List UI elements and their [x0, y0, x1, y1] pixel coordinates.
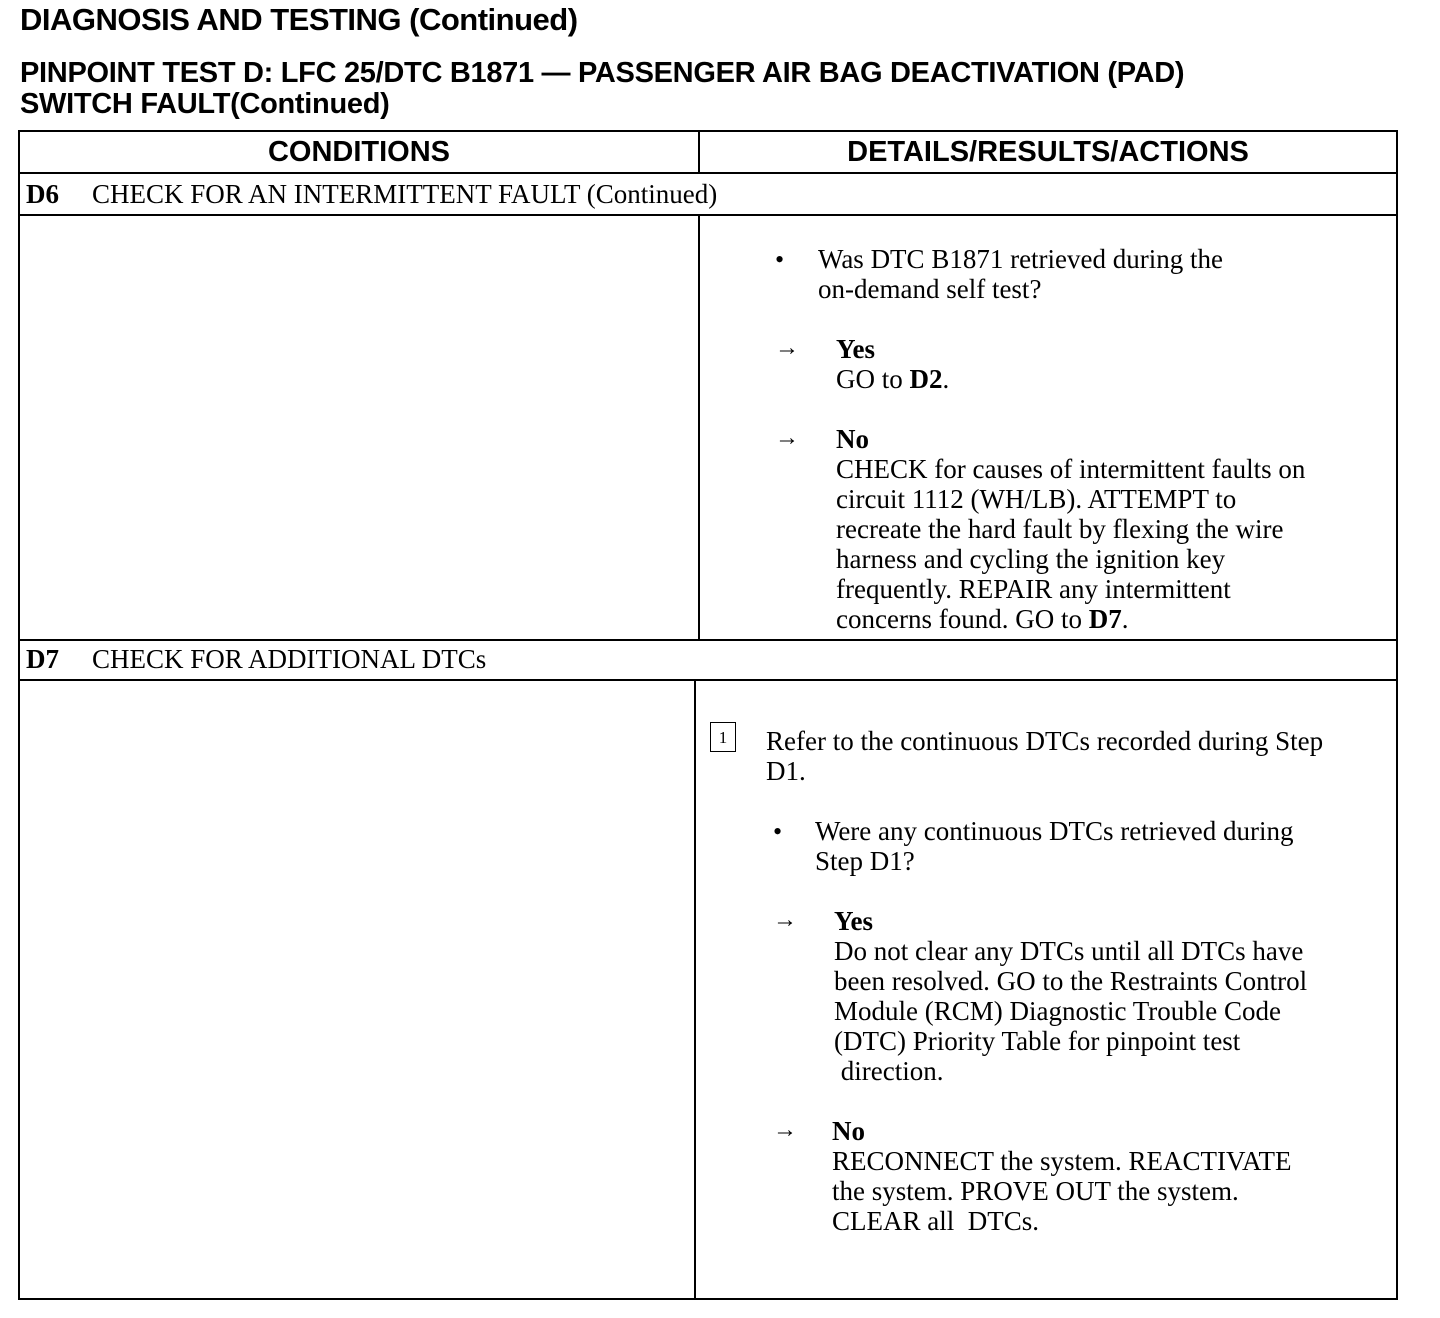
step-title: CHECK FOR AN INTERMITTENT FAULT (Continued)	[92, 179, 718, 209]
question-line: Was DTC B1871 retrieved during the	[818, 244, 1223, 274]
arrow-icon: →	[775, 335, 799, 361]
d7-top-divider	[20, 639, 1396, 641]
result-line: frequently. REPAIR any intermittent	[836, 574, 1231, 604]
result-label-yes: Yes	[836, 334, 875, 364]
d7-no-result	[832, 1116, 1292, 1236]
step-number: D6	[26, 179, 59, 209]
action-number-box: 1	[710, 722, 736, 752]
page-title: DIAGNOSIS AND TESTING (Continued)	[20, 2, 578, 37]
header-divider	[20, 172, 1396, 174]
step-link-d2: D2	[909, 364, 943, 394]
d6-title-divider	[20, 214, 1396, 216]
question-line: Step D1?	[815, 846, 915, 876]
result-line: Do not clear any DTCs until all DTCs have	[834, 936, 1304, 966]
action-line: Refer to the continuous DTCs recorded during Step	[766, 726, 1324, 756]
result-line: the system. PROVE OUT the system.	[832, 1176, 1239, 1206]
result-line: direction.	[834, 1056, 944, 1086]
step-number: D7	[26, 644, 59, 674]
result-line: been resolved. GO to the Restraints Control	[834, 966, 1308, 996]
arrow-icon: →	[775, 425, 799, 451]
d7-title-divider	[20, 679, 1396, 681]
column-header-conditions: CONDITIONS	[267, 136, 451, 168]
result-line: (DTC) Priority Table for pinpoint test	[834, 1026, 1241, 1056]
arrow-icon: →	[773, 907, 797, 933]
column-header-details: DETAILS/RESULTS/ACTIONS	[847, 136, 1249, 168]
result-line: harness and cycling the ignition key	[836, 544, 1226, 574]
result-action	[836, 364, 949, 394]
result-label-no: No	[832, 1116, 865, 1146]
step-heading-d7	[26, 644, 486, 675]
d6-yes-result	[836, 334, 949, 394]
pinpoint-test-table	[18, 130, 1398, 1300]
result-line: circuit 1112 (WH/LB). ATTEMPT to	[836, 484, 1237, 514]
bullet-icon: •	[775, 245, 785, 274]
test-title-line-1: PINPOINT TEST D: LFC 25/DTC B1871 — PASSENGER AIR BAG DEACTIVATION (PAD)	[20, 57, 1185, 89]
arrow-icon: →	[773, 1117, 797, 1143]
result-label-yes: Yes	[834, 906, 873, 936]
action-line: D1.	[766, 756, 806, 786]
action-text: GO to	[836, 364, 910, 394]
d6-no-result	[836, 424, 1305, 634]
test-title-line-2: SWITCH FAULT(Continued)	[20, 88, 390, 120]
d7-question	[815, 816, 1293, 876]
question-line: Were any continuous DTCs retrieved during	[815, 816, 1294, 846]
d7-column-divider	[694, 679, 696, 1300]
result-line: Module (RCM) Diagnostic Trouble Code	[834, 996, 1282, 1026]
bullet-icon: •	[773, 817, 783, 846]
result-line: CLEAR all DTCs.	[832, 1206, 1039, 1236]
result-line: recreate the hard fault by flexing the wire	[836, 514, 1284, 544]
question-line: on-demand self test?	[818, 274, 1042, 304]
d6-question	[818, 244, 1223, 304]
d6-column-divider	[698, 214, 700, 639]
result-line: RECONNECT the system. REACTIVATE	[832, 1146, 1292, 1176]
action-text: .	[1121, 604, 1129, 634]
d7-yes-result	[834, 906, 1307, 1086]
result-line	[836, 604, 1305, 634]
action-text: concerns found. GO to	[836, 604, 1089, 634]
action-text: .	[942, 364, 950, 394]
step-heading-d6	[26, 179, 717, 210]
step-link-d7: D7	[1088, 604, 1122, 634]
result-label-no: No	[836, 424, 869, 454]
pinpoint-test-title	[20, 58, 1184, 120]
d7-action	[766, 726, 1323, 786]
result-line: CHECK for causes of intermittent faults on	[836, 454, 1306, 484]
step-title: CHECK FOR ADDITIONAL DTCs	[92, 644, 487, 674]
